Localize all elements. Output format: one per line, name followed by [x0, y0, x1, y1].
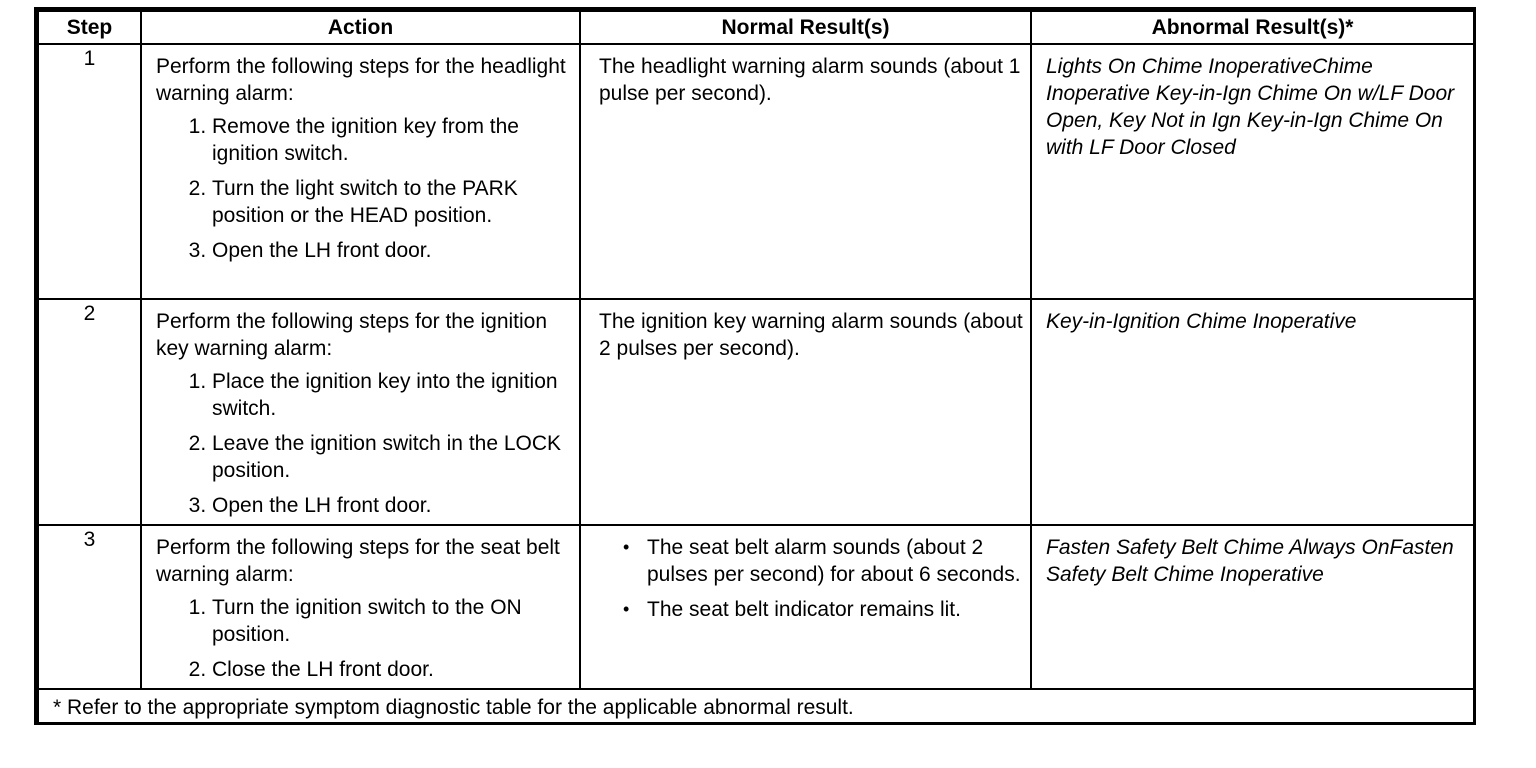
- action-step: 1. Turn the ignition switch to the ON position.: [212, 594, 573, 648]
- action-cell: [141, 525, 580, 689]
- action-step: 3. Open the LH front door.: [212, 237, 573, 264]
- table-row: [38, 525, 1474, 689]
- header-step: Step: [38, 11, 141, 44]
- normal-result-bullets: [599, 534, 1024, 623]
- abnormal-result-cell: Key-in-Ignition Chime Inoperative: [1031, 299, 1474, 525]
- normal-result-cell: [580, 525, 1031, 689]
- action-step-list: [156, 113, 573, 264]
- action-step: 2. Leave the ignition switch in the LOCK position.: [212, 430, 573, 484]
- footnote: * Refer to the appropriate symptom diagnostic table for the applicable abnormal result.: [38, 689, 1474, 723]
- action-cell: [141, 44, 580, 299]
- action-intro: Perform the following steps for the ignition key warning alarm:: [156, 310, 548, 360]
- step-number: 3: [38, 525, 141, 689]
- normal-result-cell: The headlight warning alarm sounds (about 1 pulse per second).: [580, 44, 1031, 299]
- action-step: 1. Place the ignition key into the ignition switch.: [212, 368, 573, 422]
- normal-result-bullet: • The seat belt indicator remains lit.: [647, 596, 1024, 623]
- action-intro: Perform the following steps for the seat belt warning alarm:: [156, 536, 560, 586]
- action-step-list: [156, 368, 573, 519]
- action-step: 3. Open the LH front door.: [212, 492, 573, 519]
- table-header-row: [38, 11, 1474, 44]
- step-number: 2: [38, 299, 141, 525]
- header-abnormal-results: Abnormal Result(s)*: [1031, 11, 1474, 44]
- diagnostic-table: [37, 10, 1475, 724]
- header-normal-results: Normal Result(s): [580, 11, 1031, 44]
- abnormal-result-cell: Lights On Chime InoperativeChime Inoperative Key-in-Ign Chime On w/LF Door Open, Key Not in Ign Key-in-Ign Chime On with LF Door Closed: [1031, 44, 1474, 299]
- step-number: 1: [38, 44, 141, 299]
- action-step: 2. Close the LH front door.: [212, 656, 573, 683]
- header-action: Action: [141, 11, 580, 44]
- action-intro: Perform the following steps for the headlight warning alarm:: [156, 55, 566, 105]
- table-row: [38, 44, 1474, 299]
- table-row: [38, 299, 1474, 525]
- action-step: 1. Remove the ignition key from the ignition switch.: [212, 113, 573, 167]
- normal-result-cell: The ignition key warning alarm sounds (about 2 pulses per second).: [580, 299, 1031, 525]
- footnote-row: [38, 689, 1474, 723]
- action-step: 2. Turn the light switch to the PARK position or the HEAD position.: [212, 175, 573, 229]
- abnormal-result-cell: Fasten Safety Belt Chime Always OnFasten Safety Belt Chime Inoperative: [1031, 525, 1474, 689]
- action-step-list: [156, 594, 573, 683]
- action-cell: [141, 299, 580, 525]
- normal-result-bullet: • The seat belt alarm sounds (about 2 pulses per second) for about 6 seconds.: [647, 534, 1024, 588]
